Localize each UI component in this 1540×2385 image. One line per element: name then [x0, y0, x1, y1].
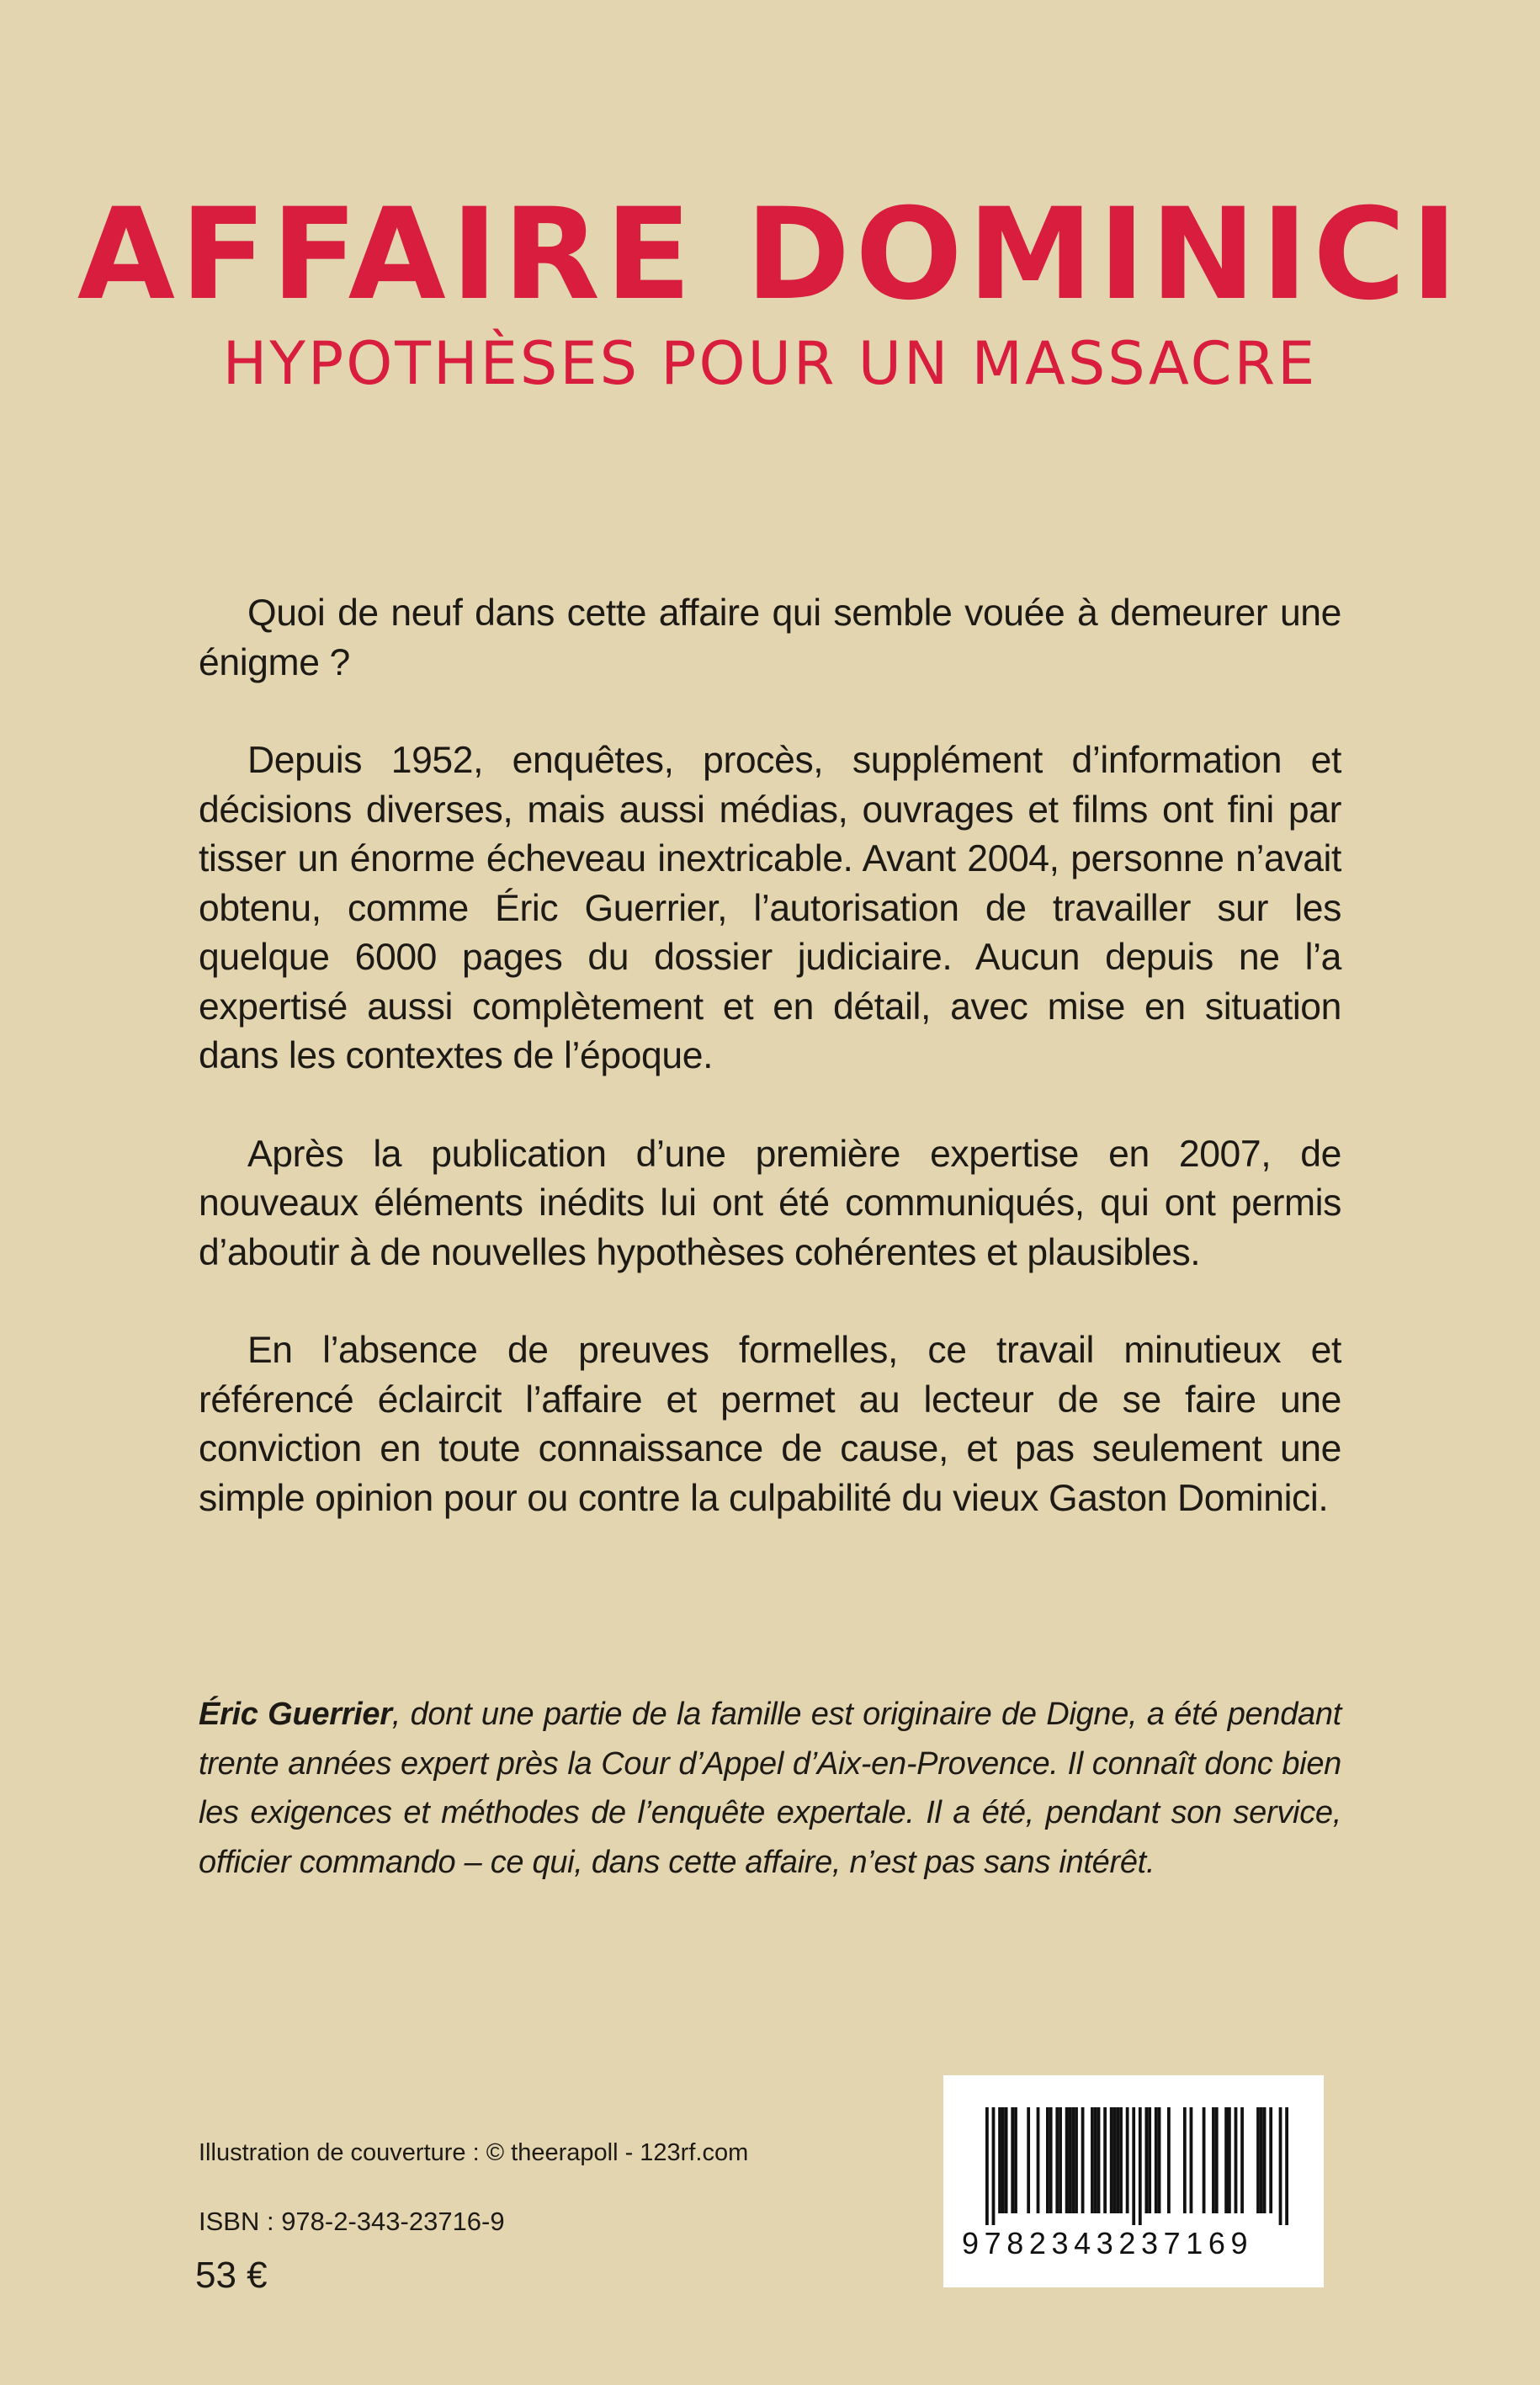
- author-bio: [199, 1690, 1341, 1887]
- illustration-credit: Illustration de couverture : © theerapoll - 123rf.com: [199, 2139, 749, 2166]
- barcode-bar: [1081, 2107, 1085, 2213]
- barcode-bar: [1110, 2107, 1113, 2213]
- barcode-bar: [1228, 2107, 1231, 2213]
- barcode-bar: [1148, 2107, 1151, 2213]
- barcode-bar: [1190, 2107, 1193, 2213]
- barcode-bar: [1285, 2107, 1288, 2225]
- barcode-bar: [1279, 2107, 1282, 2225]
- barcode-bar: [998, 2107, 1001, 2213]
- barcode-bar: [1215, 2107, 1219, 2213]
- barcode-bar: [1091, 2107, 1094, 2213]
- blurb-paragraph-4: En l’absence de preuves formelles, ce travail minutieux et référencé éclaircit l’affaire et permet au lecteur de se faire une conviction en toute connaissance de cause, et pas seulement une simple opinion pour ou contre la culpabilité du vieux Gaston Dominici.: [199, 1330, 1341, 1519]
- barcode-digits: 9782343237169: [962, 2226, 1254, 2260]
- barcode-bar: [1071, 2107, 1075, 2213]
- book-subtitle: HYPOTHÈSES POUR UN MASSACRE: [222, 329, 1318, 398]
- barcode-bar: [1011, 2107, 1014, 2213]
- barcode-bar: [1167, 2107, 1171, 2213]
- barcode-bar: [1256, 2107, 1260, 2213]
- barcode-bar: [1126, 2107, 1129, 2213]
- barcode-bar: [1113, 2107, 1117, 2213]
- barcode-bar: [1183, 2107, 1187, 2213]
- barcode-bar: [1203, 2107, 1206, 2213]
- blurb-paragraph-3: Après la publication d’une première expertise en 2007, de nouveaux éléments inédits lui ont été communiqués, qui ont permis d’aboutir à de nouvelles hypothèses cohérentes et plausibles.: [199, 1133, 1341, 1273]
- barcode-bar: [1240, 2107, 1244, 2213]
- blurb-paragraph-2: Depuis 1952, enquêtes, procès, supplément d’information et décisions diverses, mais aussi médias, ouvrages et films ont fini par tisser un énorme écheveau inextricable. Avant 2004, personne n’avait obtenu, comme Éric Guerrier, l’autorisation de travailler sur les quelque 6000 pages du dossier judiciaire. Aucun depuis ne l’a expertisé aussi complètement et en détail, avec mise en situation dans les contextes de l’époque.: [199, 740, 1341, 1076]
- barcode-bar: [1158, 2107, 1161, 2213]
- barcode-bar: [1049, 2107, 1053, 2213]
- barcode-bar: [1005, 2107, 1008, 2213]
- barcode-bar: [1027, 2107, 1030, 2213]
- barcode-bar: [1055, 2107, 1059, 2213]
- blurb-paragraph-1: Quoi de neuf dans cette affaire qui semble vouée à demeurer une énigme ?: [199, 592, 1341, 683]
- barcode-bar: [1097, 2107, 1101, 2213]
- price-label: 53 €: [195, 2255, 268, 2296]
- barcode-bar: [1260, 2107, 1263, 2213]
- barcode-bar: [1075, 2107, 1078, 2213]
- barcode-bar: [985, 2107, 989, 2225]
- barcode-bar: [1224, 2107, 1228, 2213]
- barcode-bar: [1069, 2107, 1072, 2213]
- book-title: AFFAIRE DOMINICI: [77, 182, 1463, 328]
- barcode-bar: [1001, 2107, 1005, 2213]
- barcode-bar: [1059, 2107, 1062, 2213]
- barcode-bar: [1139, 2107, 1142, 2225]
- author-name: Éric Guerrier: [199, 1697, 392, 1732]
- barcode-panel: [943, 2075, 1324, 2287]
- barcode-bar: [1103, 2107, 1107, 2213]
- barcode-bar: [1116, 2107, 1119, 2213]
- barcode-bar: [1155, 2107, 1158, 2213]
- barcode-bar: [1212, 2107, 1215, 2213]
- barcode-bar: [1263, 2107, 1267, 2213]
- barcode-bar: [1065, 2107, 1069, 2213]
- isbn-number: ISBN : 978-2-343-23716-9: [199, 2207, 505, 2236]
- barcode-bar: [1119, 2107, 1123, 2213]
- barcode-bar: [1046, 2107, 1049, 2213]
- barcode-bar: [992, 2107, 996, 2225]
- blurb-text: [199, 589, 1341, 1572]
- author-bio-text: , dont une partie de la famille est originaire de Digne, a été pendant trente années expert près la Cour d’Appel d’Aix-en-Provence. Il connaît donc bien les exigences et méthodes de l’enquête expertale. Il a été, pendant son service, officier commando – ce qui, dans cette affaire, n’est pas sans intérêt.: [199, 1697, 1341, 1880]
- barcode-bar: [1132, 2107, 1135, 2225]
- barcode-bar: [1014, 2107, 1017, 2213]
- barcode-bar: [1094, 2107, 1097, 2213]
- barcode-bar: [1037, 2107, 1040, 2213]
- barcode-bar: [1235, 2107, 1238, 2213]
- barcode-bar: [1144, 2107, 1148, 2213]
- barcode-icon: [985, 2107, 1288, 2225]
- barcode-bar: [1269, 2107, 1272, 2213]
